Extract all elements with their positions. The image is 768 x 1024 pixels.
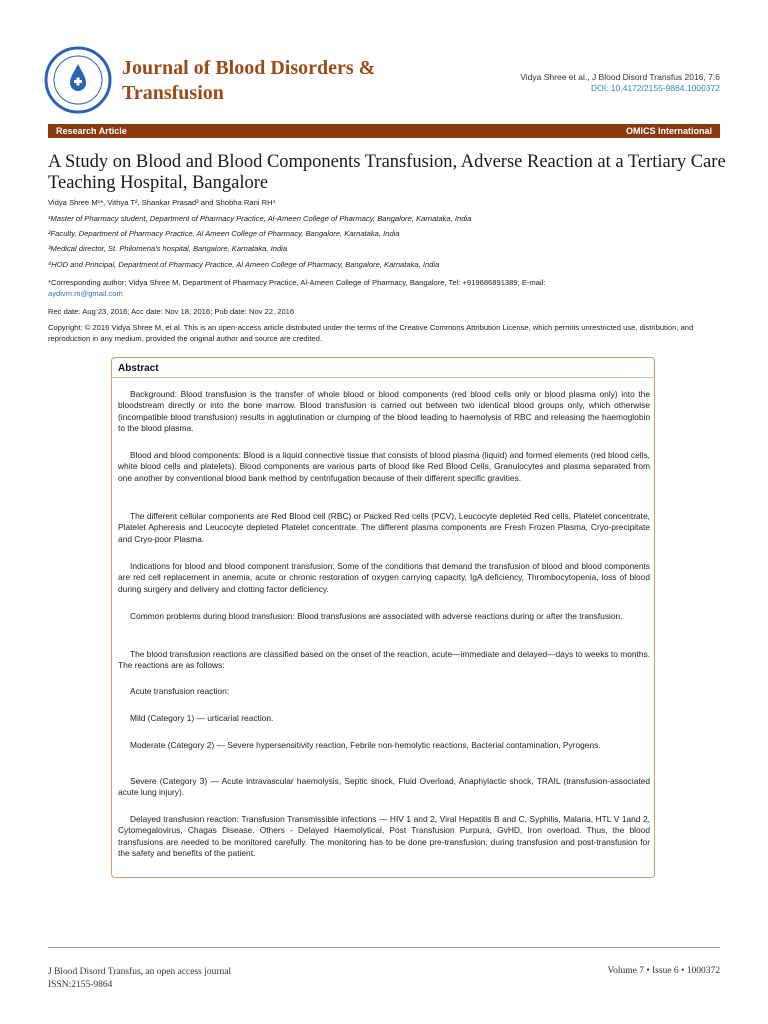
footer-issn: ISSN:2155-9864 bbox=[48, 980, 113, 990]
authors: Vidya Shree M¹*, Vithya T², Shankar Prasad³ and Shobha Rani RH⁴ bbox=[48, 198, 276, 207]
affiliation-2: ²Faculty, Department of Pharmacy Practice, Al Ameen College of Pharmacy, Bangalore, Karnataka, India bbox=[48, 229, 400, 238]
abstract-heading: Abstract bbox=[118, 363, 159, 374]
publisher-label: OMICS International bbox=[625, 126, 712, 136]
footer-journal-info bbox=[48, 966, 231, 992]
footer-divider bbox=[48, 947, 720, 948]
abstract-paragraph-mild: Mild (Category 1) — urticarial reaction. bbox=[130, 713, 274, 723]
corresponding-author: *Corresponding author: Vidya Shree M, Department of Pharmacy Practice, Al-Ameen College of Pharmacy, Bangalore, Tel: +919686891389; E-mail: aydivm.m@gmail.com bbox=[48, 278, 546, 298]
copyright: Copyright: © 2016 Vidya Shree M, et al. This is an open-access article distributed under the terms of the Creative Commons Attribution License, which permits unrestricted use, distribution, and reproduction in any medium, provided the original author and source are credited. bbox=[48, 323, 694, 343]
abstract-divider bbox=[111, 377, 655, 378]
article-type-label: Research Article bbox=[56, 126, 127, 136]
abstract-paragraph-classification: The blood transfusion reactions are classified based on the onset of the reaction, acute—immediate and delayed—days to weeks to months. The reactions are as follows: bbox=[118, 649, 651, 671]
email-link[interactable]: aydivm.m@gmail.com bbox=[48, 289, 123, 298]
article-title: A Study on Blood and Blood Components Transfusion, Adverse Reaction at a Tertiary Care Teaching Hospital, Bangalore bbox=[48, 152, 726, 193]
abstract-paragraph-components: Blood and blood components: Blood is a liquid connective tissue that consists of blood plasma (liquid) and formed elements (red blood cells, white blood cells and platelets). Blood components are various parts of blood like Red Blood Cells, Granulocytes and plasma separated from one another by conventional blood bank method by centrifugation because of their different specific gravities. bbox=[118, 450, 650, 483]
affiliation-1: ¹Master of Pharmacy student, Department of Pharmacy Practice, Al-Ameen College of Pharmacy, Bangalore, Karnataka, India bbox=[48, 214, 472, 223]
doi-link[interactable]: DOI: 10.4172/2155-9864.1000372 bbox=[590, 83, 720, 93]
citation-block bbox=[440, 72, 720, 94]
footer-journal-name: J Blood Disord Transfus, an open access journal bbox=[48, 967, 232, 977]
abstract-paragraph-indications: Indications for blood and blood component transfusion: Some of the conditions that demand the transfusion of blood and blood components are red cell replacement in anemia, acute or chronic restoration of oxygen carrying capacity, IgA deficiency, Thrombocytopenia, loss of blood during surgery and delivery and clotting factor deficiency. bbox=[118, 561, 650, 594]
abstract-paragraph-background: Background: Blood transfusion is the transfer of whole blood or blood components (red blood cells only or blood plasma only) into the bloodstream directly or into the bone marrow. Blood transfusion is carried out between two identical blood groups only, which otherwise (incompatible blood transfusion) results in agglutination or clumping of the blood leading to haemolysis of RBC and releasing the haemoglobin to the blood plasma. bbox=[118, 389, 650, 434]
dates: Rec date: Aug 23, 2016; Acc date: Nov 18, 2016; Pub date: Nov 22, 2016 bbox=[48, 307, 295, 316]
journal-logo bbox=[44, 46, 112, 114]
abstract-paragraph-common-problems: Common problems during blood transfusion: Blood transfusions are associated with adverse reactions during or after the transfusion. bbox=[130, 611, 623, 621]
citation-text: Vidya Shree et al., J Blood Disord Transfus 2016, 7:6 bbox=[520, 72, 720, 82]
footer-volume-info: Volume 7 • Issue 6 • 1000372 bbox=[607, 966, 720, 976]
affiliation-4: ⁴HOD and Principal, Department of Pharmacy Practice, Al Ameen College of Pharmacy, Bangalore, Karnataka, India bbox=[48, 260, 440, 269]
abstract-paragraph-delayed: Delayed transfusion reaction: Transfusion Transmissible infections — HIV 1 and 2, Viral Hepatitis B and C, Syphilis, Malaria, HTL V 1and 2, Cytomegalovirus, Chagas Disease. Others - Delayed Haemolytical, Post Transfusion Purpura, GvHD, Iron overload. Thus, the blood transfusions are needed to be monitored carefully. The monitoring has to be done pre-transfusion, during transfusion and post-transfusion for the safety and benefits of the patient. bbox=[118, 814, 650, 859]
affiliation-3: ³Medical director, St. Philomena's hospital, Bangalore, Karnataka, India bbox=[48, 244, 288, 253]
abstract-paragraph-cellular: The different cellular components are Red Blood cell (RBC) or Packed Red cells (PCV), Leucocyte depleted Red cells, Platelet concentrate, Platelet Apheresis and Leucocyte depleted Platelet concentrate. The different plasma components are Fresh Frozen Plasma, Cryo-precipitate and Cryo-poor Plasma. bbox=[118, 511, 650, 544]
journal-name: Journal of Blood Disorders & Transfusion bbox=[122, 57, 376, 104]
abstract-paragraph-acute: Acute transfusion reaction: bbox=[130, 686, 230, 696]
abstract-paragraph-severe: Severe (Category 3) — Acute intravascular haemolysis, Septic shock, Fluid Overload, Anaphylactic shock, TRAIL (transfusion-associated acute lung injury). bbox=[118, 776, 650, 798]
article-type-banner bbox=[48, 124, 720, 138]
abstract-paragraph-moderate: Moderate (Category 2) — Severe hypersensitivity reaction, Febrile non-hemolytic reactions, Bacterial contamination, Pyrogens. bbox=[130, 740, 601, 750]
